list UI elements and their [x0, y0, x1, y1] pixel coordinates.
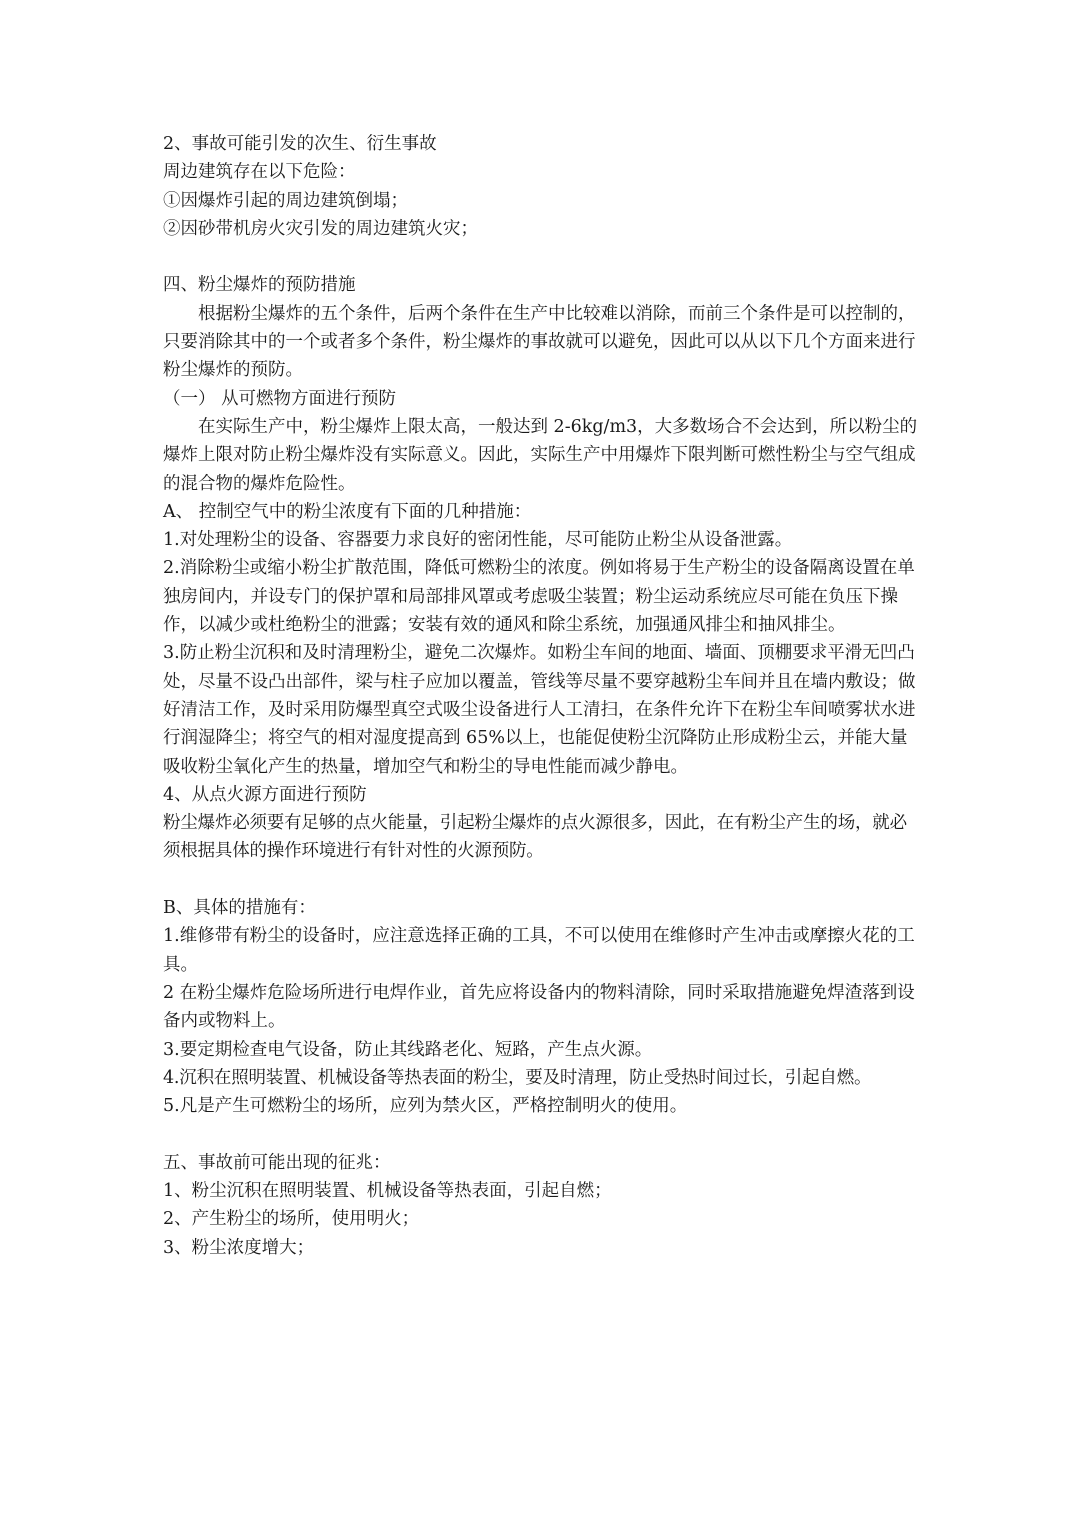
section5-item: 2、产生粉尘的场所，使用明火； — [163, 1209, 420, 1230]
document-body — [163, 130, 923, 1262]
section5-item: 3、粉尘浓度增大； — [163, 1237, 315, 1258]
sub4-paragraph: 粉尘爆炸必须要有足够的点火能量，引起粉尘爆炸的点火源很多，因此，在有粉尘产生的场，就必须根据具体的操作环境进行有针对性的火源预防。 — [163, 813, 907, 862]
sub1-paragraph: 在实际生产中，粉尘爆炸上限太高，一般达到 2-6kg/m3，大多数场合不会达到，所以粉尘的爆炸上限对防止粉尘爆炸没有实际意义。因此，实际生产中用爆炸下限判断可燃性粉尘与空气组成的混合物的爆炸危险性。 — [163, 416, 918, 494]
spacer — [163, 243, 923, 271]
sub1-heading: （一） 从可燃物方面进行预防 — [163, 388, 397, 409]
a-item: 1.对处理粉尘的设备、容器要力求良好的密闭性能，尽可能防止粉尘从设备泄露。 — [163, 530, 793, 551]
section2-item: ①因爆炸引起的周边建筑倒塌； — [163, 190, 408, 211]
spacer — [163, 1120, 923, 1148]
section2-item: ②因砂带机房火灾引发的周边建筑火灾； — [163, 218, 478, 239]
spacer — [163, 866, 923, 894]
b-item: 3.要定期检查电气设备，防止其线路老化、短路，产生点火源。 — [163, 1039, 653, 1060]
a-item: 2.消除粉尘或缩小粉尘扩散范围，降低可燃粉尘的浓度。例如将易于生产粉尘的设备隔离设置在单独房间内，并设专门的保护罩和局部排风罩或考虑吸尘装置；粉尘运动系统应尽可能在负压下操作，以减少或杜绝粉尘的泄露；安装有效的通风和除尘系统，加强通风排尘和抽风排尘。 — [163, 558, 915, 636]
b-heading: B、具体的措施有： — [163, 898, 316, 919]
b-item: 4.沉积在照明装置、机械设备等热表面的粉尘，要及时清理，防止受热时间过长，引起自燃。 — [163, 1067, 872, 1088]
section4-intro: 根据粉尘爆炸的五个条件，后两个条件在生产中比较难以消除，而前三个条件是可以控制的，只要消除其中的一个或者多个条件，粉尘爆炸的事故就可以避免，因此可以从以下几个方面来进行粉尘爆炸的预防。 — [163, 303, 916, 381]
a-item: 3.防止粉尘沉积和及时清理粉尘，避免二次爆炸。如粉尘车间的地面、墙面、顶棚要求平滑无凹凸处，尽量不设凸出部件，梁与柱子应加以覆盖，管线等尽量不要穿越粉尘车间并且在墙内敷设；做好清洁工作，及时采用防爆型真空式吸尘设备进行人工清扫，在条件允许下在粉尘车间喷雾状水进行润湿降尘；将空气的相对湿度提高到 65%以上，也能促使粉尘沉降防止形成粉尘云，并能大量吸收粉尘氧化产生的热量，增加空气和粉尘的导电性能而减少静电。 — [163, 643, 916, 777]
sub4-heading: 4、从点火源方面进行预防 — [163, 784, 367, 805]
section4-heading: 四、粉尘爆炸的预防措施 — [163, 275, 356, 296]
section5-item: 1、粉尘沉积在照明装置、机械设备等热表面，引起自燃； — [163, 1180, 612, 1201]
a-heading: A、 控制空气中的粉尘浓度有下面的几种措施： — [163, 501, 532, 522]
section5-heading: 五、事故前可能出现的征兆： — [163, 1152, 391, 1173]
b-item: 5.凡是产生可燃粉尘的场所，应列为禁火区，严格控制明火的使用。 — [163, 1096, 688, 1117]
b-item: 1.维修带有粉尘的设备时，应注意选择正确的工具，不可以使用在维修时产生冲击或摩擦火花的工具。 — [163, 926, 915, 975]
b-item: 2 在粉尘爆炸危险场所进行电焊作业，首先应将设备内的物料清除，同时采取措施避免焊渣落到设备内或物料上。 — [163, 982, 915, 1032]
section2-intro: 周边建筑存在以下危险： — [163, 162, 356, 183]
section2-heading: 2、事故可能引发的次生、衍生事故 — [163, 134, 437, 154]
